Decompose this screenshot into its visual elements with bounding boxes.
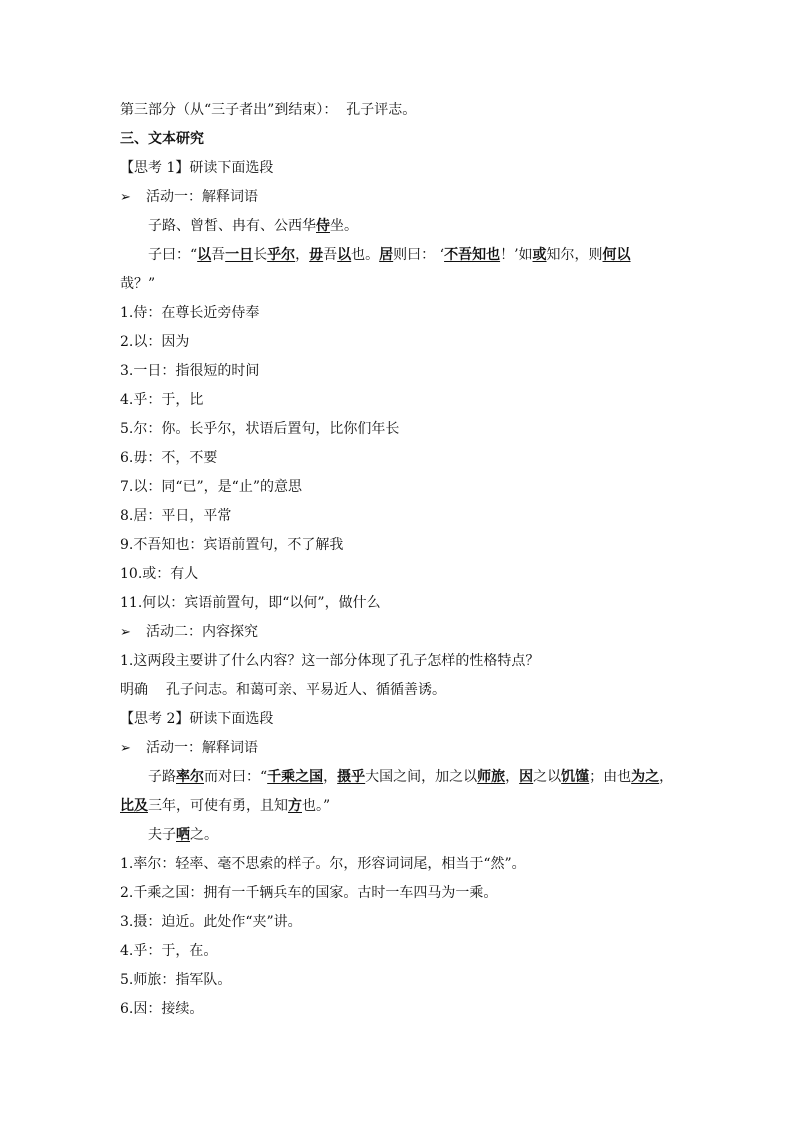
keyword: 比及 [120,798,148,814]
note-item: 2.千乘之国：拥有一千辆兵车的国家。古时一车四马为一乘。 [120,885,498,901]
text: ， [659,769,674,785]
activity2-label: 活动二：内容探究 [146,624,258,640]
note-item: 6.因：接续。 [120,1001,204,1017]
passage2-line2 [120,796,330,816]
keyword: 饥馑 [561,769,590,785]
note-item: 3.一日：指很短的时间 [120,363,260,379]
text: 而对曰：“ [204,769,268,785]
activity1-heading [120,187,258,208]
question-1: 1.这两段主要讲了什么内容？这一部分体现了孔子怎样的性格特点？ [120,653,540,669]
text: ；由也 [589,769,632,785]
answer-label: 明确 [120,682,148,698]
note-item: 5.师旅：指军队。 [120,972,232,988]
keyword: 以 [197,247,212,263]
answer-line [120,680,446,700]
keyword: 千乘之国 [267,769,324,785]
activity2-heading [120,622,258,643]
text: ， [505,769,520,785]
passage2-line1 [148,767,673,787]
activity1b-heading [120,738,258,759]
activity1b-label: 活动一：解释词语 [146,740,258,756]
note-item: 7.以：同“已”，是“止”的意思 [120,479,302,495]
arrowhead-bullet-icon: ➢ [120,741,131,756]
text: ！’如 [500,247,533,263]
text: 子曰：“ [148,247,198,263]
arrowhead-bullet-icon: ➢ [120,625,131,640]
text: 之。 [190,827,218,843]
note-item: 1.率尔：轻率、毫不思索的样子。尔，形容词词尾，相当于“然”。 [120,856,526,872]
passage1-quote [148,245,631,265]
keyword: 不吾知也 [444,247,501,263]
text: 也。” [302,798,331,814]
text: 则曰： ‘ [393,247,445,263]
text: 三年，可使有勇，且知 [148,798,288,814]
keyword: 一日 [225,247,254,263]
keyword: 率尔 [176,769,204,785]
keyword: 摄乎 [337,769,366,785]
text: 知尔，则 [546,247,603,263]
passage1-continuation: 哉？” [120,276,156,292]
keyword: 侍 [316,218,330,234]
part3-summary: 第三部分（从“三子者出”到结束）： 孔子评志。 [120,102,417,118]
text: 夫子 [148,827,176,843]
text: 吾 [323,247,338,263]
text: 子路 [148,769,176,785]
text: ， [323,769,338,785]
note-item: 5.尔：你。长乎尔，状语后置句，比你们年长 [120,421,400,437]
text: 也。 [351,247,380,263]
keyword: 方 [288,798,302,814]
text: 吾 [211,247,226,263]
text: 坐。 [330,218,358,234]
keyword: 以 [337,247,352,263]
activity1-label: 活动一：解释词语 [146,189,258,205]
keyword: 为之 [631,769,660,785]
keyword: 毋 [309,247,324,263]
note-item: 9.不吾知也：宾语前置句，不了解我 [120,537,344,553]
think1-heading: 【思考 1】研读下面选段 [120,160,274,176]
keyword: 或 [532,247,547,263]
section-heading: 三、文本研究 [120,131,204,147]
note-item: 11.何以：宾语前置句，即“以何”，做什么 [120,595,381,611]
note-item: 4.乎：于，在。 [120,943,218,959]
text: 长 [253,247,268,263]
keyword: 因 [519,769,534,785]
keyword: 师旅 [477,769,506,785]
note-item: 8.居：平日，平常 [120,508,232,524]
note-item: 3.摄：迫近。此处作“夹”讲。 [120,914,302,930]
answer-text: 孔子问志。和蔼可亲、平易近人、循循善诱。 [166,682,446,698]
text: ， [295,247,310,263]
keyword: 何以 [602,247,631,263]
text: 大国之间，加之以 [365,769,478,785]
passage1-intro [148,216,358,236]
keyword: 哂 [176,827,190,843]
note-item: 6.毋：不，不要 [120,450,218,466]
keyword: 乎尔 [267,247,296,263]
arrowhead-bullet-icon: ➢ [120,190,131,205]
note-item: 2.以：因为 [120,334,190,350]
text: 子路、曾皙、冉有、公西华 [148,218,316,234]
keyword: 居 [379,247,394,263]
text: 之以 [533,769,562,785]
note-item: 4.乎：于，比 [120,392,204,408]
note-item: 10.或：有人 [120,566,199,582]
think2-heading: 【思考 2】研读下面选段 [120,711,274,727]
note-item: 1.侍：在尊长近旁侍奉 [120,305,260,321]
passage3 [148,825,218,845]
